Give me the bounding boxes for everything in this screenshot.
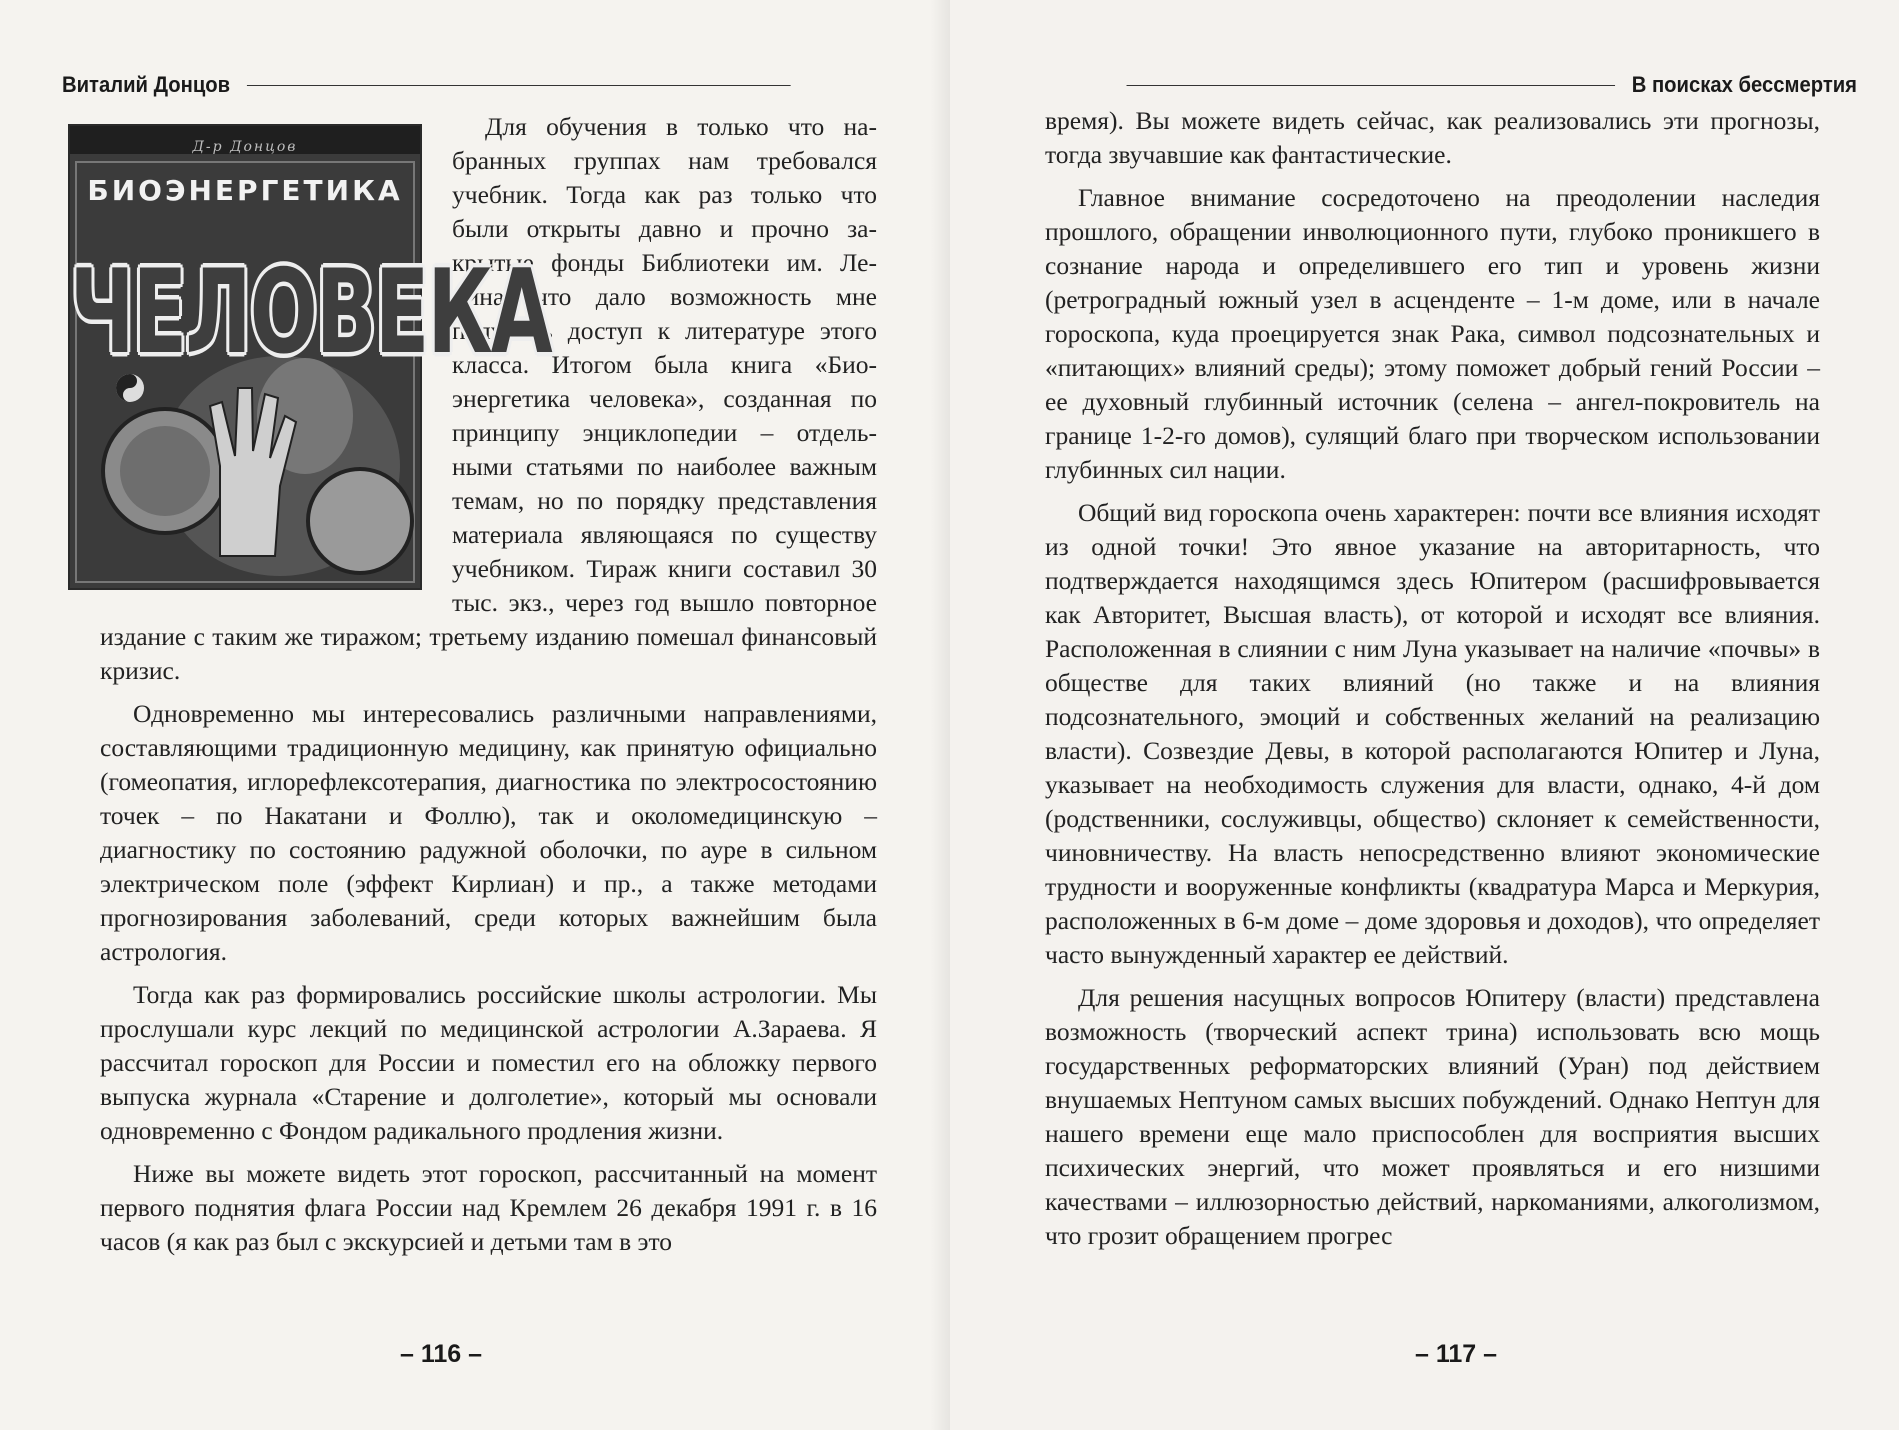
page-number-left: – 116 – <box>400 1340 483 1368</box>
running-header-right <box>1110 70 1857 100</box>
paragraph: Тогда как раз формировались российские школы астрологии. Мы прослушали курс лекций по медицинской астрологии А.Зараева. Я рассчитал гороскоп для России и поместил его на обложку первого выпуска журнала «Старение и долголетие», который мы основали одновременно с Фондом радикального продления жизни. <box>100 980 877 1145</box>
paragraph: Для решения насущных вопросов Юпитеру (власти) представлена возможность (творческий аспект трина) использовать всю мощь государственных реформаторских влияний (Уран) под действием внушаемых Нептуном самых высших побуждений. Однако Нептун для нашего времени еще мало приспособлен для восприятия высших психических энергий, что может проявляться и его низшими качествами – иллюзорностью действий, наркоманиями, алкоголизмом, что грозит обращением прогрес <box>1045 983 1820 1250</box>
running-header-left <box>62 70 807 100</box>
paragraph: Для обучения в только что набранных группах нам требовался учебник. Тогда как раз только что были открыты давно и прочно закрытые фонды Библиотеки им. Ленина, что дало возможность мне получить доступ к литературе этого класса. Итогом была книга «Биоэнергетика человека», созданная по принципу энциклопедии – отдельными статьями по наиболее важным темам, но по порядку представления материала являющаяся по существу учебником. Тираж книги составил 30 тыс. экз., через год вышло повторное издание с таким же тиражом; третьему изданию помешал финансовый кризис. <box>100 112 877 685</box>
paragraph: время). Вы можете видеть сейчас, как реализовались эти прогнозы, тогда звучавшие как фантастические. <box>1045 106 1820 169</box>
paragraph: Главное внимание сосредоточено на преодолении наследия прошлого, обращении инволюционного пути, глубоко проникшего в сознание народа и определившего его тип и уровень жизни (ретроградный южный узел в асценденте – 1-м доме, или в начале гороскопа, куда проецируется знак Рака, символ подсознательных и «питающих» влияний среды); этому поможет добрый гений России – ее духовный глубинный источник (селена – ангел-покровитель на границе 1-2-го домов), сулящий благо при творческом использовании глубинных сил нации. <box>1045 183 1820 484</box>
paragraph: Одновременно мы интересовались различными направлениями, составляющими традиционную медицину, как принятую официально (гомеопатия, иглорефлексотерапия, диагностика по электросостоянию точек – по Накатани и Фоллю), так и околомедицинскую – диагностику по состоянию радужной оболочки, по ауре в сильном электрическом поле (эффект Кирлиан) и пр., а также методами прогнозирования заболеваний, среди которых важнейшим была астрология. <box>100 699 877 966</box>
cover-author-text: Д-р Донцов <box>192 139 298 155</box>
cover-title-line2: ЧЕЛОВЕКА <box>70 244 551 380</box>
header-rule <box>1127 85 1616 86</box>
cover-title-line1: БИОЭНЕРГЕТИКА <box>87 174 403 207</box>
header-author: Виталий Донцов <box>62 72 231 97</box>
header-rule <box>247 85 791 86</box>
paragraph: Общий вид гороскопа очень характерен: почти все влияния исходят из одной точки! Это явное указание на авторитарность, что подтверждается находящимся здесь Юпитером (расшифровывается как Авторитет, Высшая власть), от которой и исходят все влияния. Расположенная в слиянии с ним Луна указывает на наличие «почвы» в обществе для таких влияний (но также и на влияния подсознательного, эмоций и собственных желаний на реализацию власти). Созвездие Девы, в которой располагаются Юпитер и Луна, указывает на необходимость служения для власти, однако, 4-й дом (родственники, сослуживцы, общество) склоняет к семейственности, чиновничеству. На власть непосредственно влияют экономические трудности и вооруженные конфликты (квадратура Марса и Меркурия, расположенных в 6-м доме – доме здоровья и доходов), что определяет часто вынужденный характер ее действий. <box>1045 498 1820 969</box>
left-page-text <box>70 110 877 1268</box>
right-page <box>950 0 1899 1430</box>
page-number-right: – 117 – <box>1415 1340 1498 1368</box>
book-cover-image <box>68 124 551 590</box>
header-title: В поисках бессмертия <box>1631 72 1857 97</box>
right-page-text <box>1045 104 1820 1262</box>
paragraph: Ниже вы можете видеть этот гороскоп, рассчитанный на момент первого поднятия флага России над Кремлем 26 декабря 1991 г. в 16 часов (я как раз был с экскурсией и детьми там в это <box>100 1159 877 1256</box>
